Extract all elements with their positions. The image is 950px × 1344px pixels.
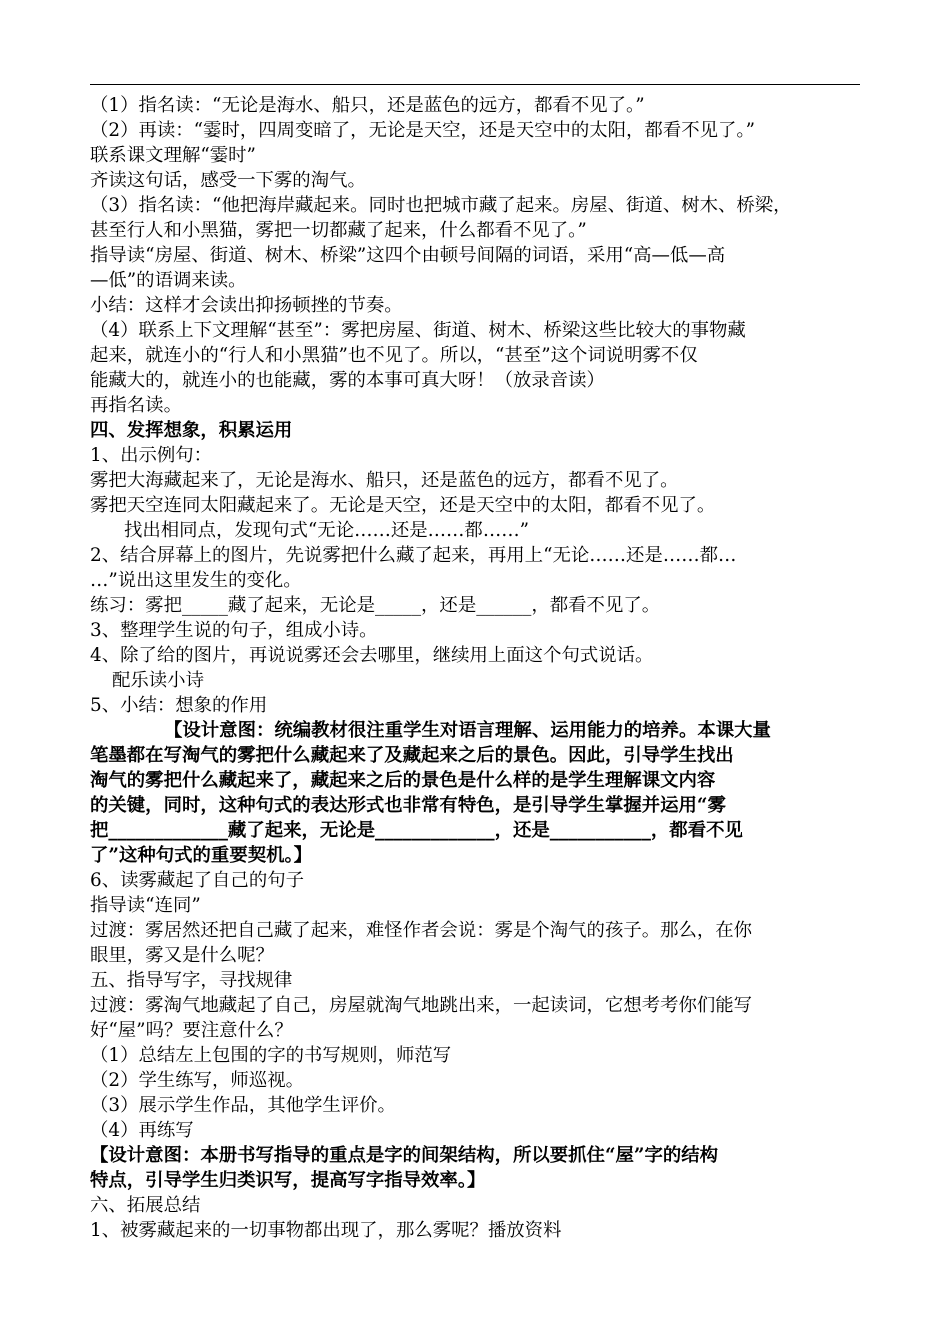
section-heading: 五、指导写字，寻找规律 (90, 970, 293, 991)
text-line: …”说出这里发生的变化。 (90, 570, 302, 591)
text-line: 眼里，雾又是什么呢？ (90, 945, 274, 966)
design-intent-note: 把_____________藏了起来，无论是_____________，还是___________，都看不见 (90, 820, 743, 841)
text-line: （3）展示学生作品，其他学生评价。 (90, 1095, 396, 1116)
design-intent-note: 了”这种句式的重要契机。】 (90, 845, 313, 866)
section-heading: 四、发挥想象，积累运用 (90, 420, 293, 441)
header-rule (90, 84, 860, 85)
text-line: 1、被雾藏起来的一切事物都出现了，那么雾呢？播放资料 (90, 1220, 562, 1241)
text-line: （4）再练写 (90, 1120, 194, 1141)
text-line: 4、除了给的图片，再说说雾还会去哪里，继续用上面这个句式说话。 (90, 645, 654, 666)
design-intent-note: 的关键，同时，这种句式的表达形式也非常有特色，是引导学生掌握并运用“雾 (90, 795, 726, 816)
text-line: 3、整理学生说的句子，组成小诗。 (90, 620, 378, 641)
design-intent-note: 【设计意图：统编教材很注重学生对语言理解、运用能力的培养。本课大量 (164, 720, 771, 741)
text-line: （1）总结左上包围的字的书写规则，师范写 (90, 1045, 452, 1066)
text-line: 1、出示例句： (90, 445, 213, 466)
text-line: （2）再读：“霎时，四周变暗了，无论是天空，还是天空中的太阳，都看不见了。” (90, 120, 755, 141)
text-line: 小结：这样才会读出抑扬顿挫的节奏。 (90, 295, 403, 316)
text-line: 雾把大海藏起来了，无论是海水、船只，还是蓝色的远方，都看不见了。 (90, 470, 679, 491)
text-line: 6、读雾藏起了自己的句子 (90, 870, 304, 891)
text-line: 能藏大的，就连小的也能藏，雾的本事可真大呀！（放录音读） (90, 370, 605, 391)
text-line: （3）指名读：“他把海岸藏起来。同时也把城市藏了起来。房屋、街道、树木、桥梁， (90, 195, 792, 216)
text-line: 齐读这句话，感受一下雾的淘气。 (90, 170, 366, 191)
text-line: 雾把天空连同太阳藏起来了。无论是天空，还是天空中的太阳，都看不见了。 (90, 495, 716, 516)
text-line: （1）指名读：“无论是海水、船只，还是蓝色的远方，都看不见了。” (90, 95, 645, 116)
section-heading: 六、拓展总结 (90, 1195, 201, 1216)
text-line: （4）联系上下文理解“甚至”：雾把房屋、街道、树木、桥梁这些比较大的事物藏 (90, 320, 746, 341)
text-line: 再指名读。 (90, 395, 182, 416)
text-line: 指导读“连同” (90, 895, 201, 916)
text-line: （2）学生练写，师巡视。 (90, 1070, 304, 1091)
text-line: 过渡：雾淘气地藏起了自己，房屋就淘气地跳出来，一起读词，它想考考你们能写 (90, 995, 753, 1016)
text-line: 过渡：雾居然还把自己藏了起来，难怪作者会说：雾是个淘气的孩子。那么，在你 (90, 920, 753, 941)
document-page (90, 84, 860, 1243)
text-line: 找出相同点，发现句式“无论……还是……都……” (124, 520, 530, 541)
text-line: 起来，就连小的“行人和小黑猫”也不见了。所以，“甚至”这个词说明雾不仅 (90, 345, 698, 366)
text-line: 联系课文理解“霎时” (90, 145, 256, 166)
text-line: 2、结合屏幕上的图片，先说雾把什么藏了起来，再用上“无论……还是……都… (90, 545, 737, 566)
design-intent-note: 笔墨都在写淘气的雾把什么藏起来了及藏起来之后的景色。因此，引导学生找出 (90, 745, 734, 766)
text-line: 练习：雾把_____藏了起来，无论是_____，还是______，都看不见了。 (90, 595, 661, 616)
text-line: 好“屋”吗？要注意什么？ (90, 1020, 293, 1041)
design-intent-note: 淘气的雾把什么藏起来了，藏起来之后的景色是什么样的是学生理解课文内容 (90, 770, 716, 791)
text-line: —低”的语调来读。 (90, 270, 247, 291)
text-line: 甚至行人和小黑猫，雾把一切都藏了起来，什么都看不见了。” (90, 220, 587, 241)
design-intent-note: 【设计意图：本册书写指导的重点是字的间架结构，所以要抓住“屋”字的结构 (90, 1145, 719, 1166)
text-line: 配乐读小诗 (112, 670, 204, 691)
design-intent-note: 特点，引导学生归类识写，提高写字指导效率。】 (90, 1170, 486, 1191)
text-line: 5、小结：想象的作用 (90, 695, 268, 716)
text-line: 指导读“房屋、街道、树木、桥梁”这四个由顿号间隔的词语，采用“高—低—高 (90, 245, 726, 266)
